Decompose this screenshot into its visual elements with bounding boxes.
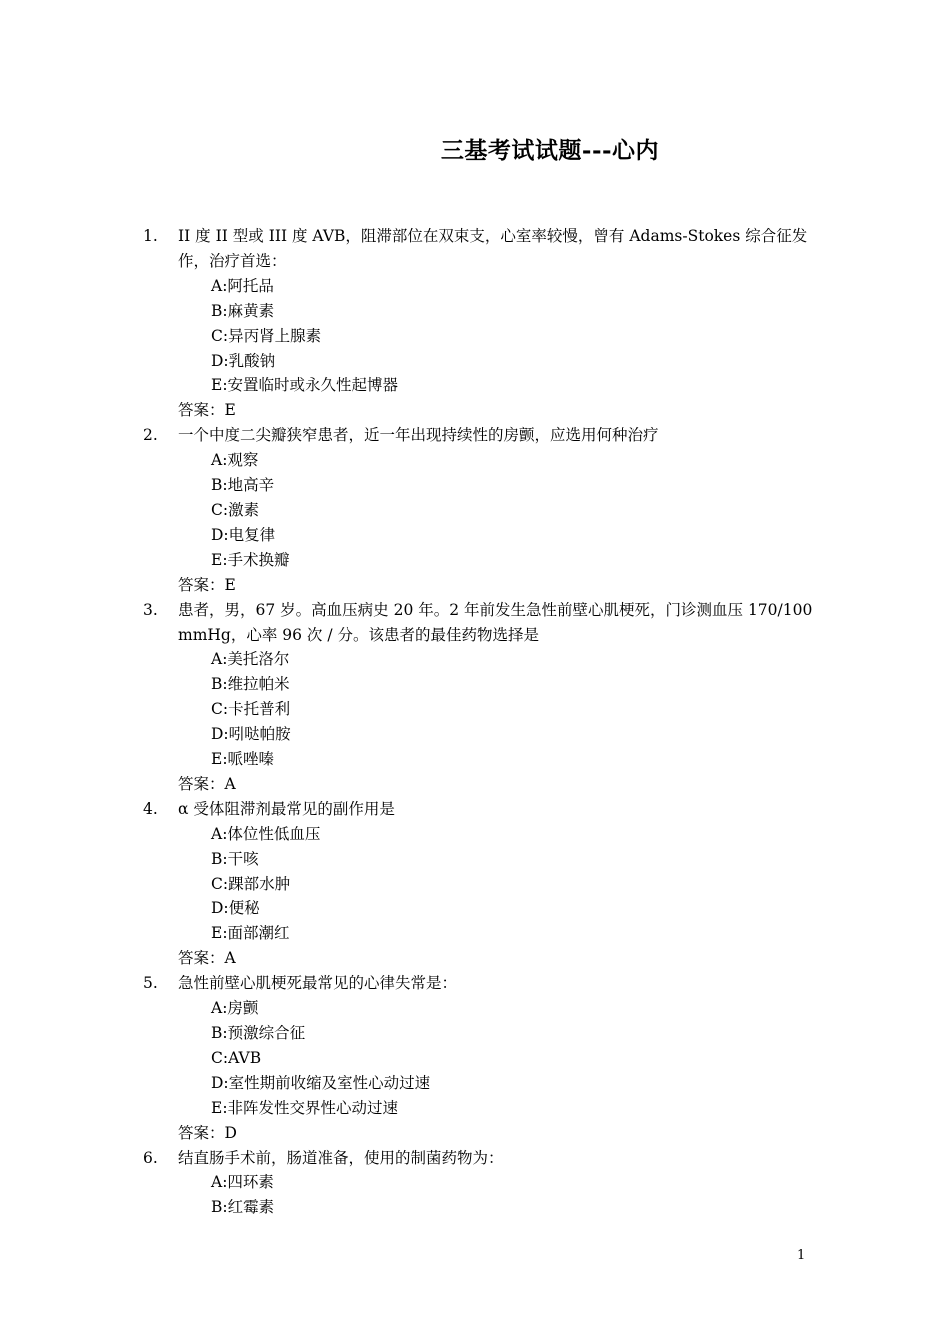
question-text: 患者，男，67 岁。高血压病史 20 年。2 年前发生急性前壁心肌梗死，门诊测血压 170/100 mmHg，心率 96 次 / 分。该患者的最佳药物选择是 (178, 600, 813, 644)
question-text: II 度 II 型或 III 度 AVB，阻滞部位在双束支，心室率较慢，曾有 Adams-Stokes 综合征发作，治疗首选： (178, 227, 808, 270)
answer-option: A:体位性低血压 (211, 824, 321, 843)
answer-option: C:激素 (211, 500, 260, 519)
question-number: 2. (143, 426, 158, 445)
question-item (143, 971, 823, 1145)
answer-option: E:哌唑嗪 (211, 750, 275, 769)
answer-option: D:吲哒帕胺 (211, 725, 291, 744)
question-number: 3. (143, 600, 158, 619)
answer-option: C:卡托普利 (211, 700, 291, 719)
answer-option: E:手术换瓣 (211, 550, 290, 569)
question-number: 6. (143, 1148, 158, 1167)
answer-option: B:干咳 (211, 849, 259, 868)
answer-key: 答案：D (178, 1123, 237, 1142)
answer-option: B:红霉素 (211, 1198, 275, 1217)
answer-option: A:四环素 (211, 1173, 274, 1192)
answer-key: 答案：E (178, 575, 236, 594)
question-number: 1. (143, 227, 158, 245)
question-item (143, 224, 823, 423)
answer-option: A:观察 (211, 451, 259, 470)
answer-option: B:维拉帕米 (211, 675, 290, 694)
question-text: 结直肠手术前，肠道准备，使用的制菌药物为： (178, 1148, 504, 1167)
question-item (143, 423, 823, 597)
answer-option: A:房颤 (211, 999, 259, 1018)
question-number: 4. (143, 799, 158, 818)
question-item (143, 598, 823, 797)
question-item (143, 1146, 823, 1221)
answer-option: E:安置临时或永久性起博器 (211, 376, 399, 395)
question-text: 急性前壁心肌梗死最常见的心律失常是： (178, 974, 458, 993)
answer-option: B:预激综合征 (211, 1024, 306, 1042)
answer-option: C:踝部水肿 (211, 874, 291, 893)
question-number: 5. (143, 974, 158, 993)
question-list (143, 224, 823, 1220)
answer-key: 答案：A (178, 774, 236, 793)
answer-key: 答案：A (178, 949, 236, 968)
question-text: 一个中度二尖瓣狭窄患者，近一年出现持续性的房颤，应选用何种治疗 (178, 426, 659, 445)
answer-option: E:面部潮红 (211, 924, 290, 943)
answer-key: 答案：E (178, 401, 236, 420)
question-item (143, 797, 823, 971)
question-text: α 受体阻滞剂最常见的副作用是 (178, 799, 395, 818)
answer-option: B:麻黄素 (211, 301, 275, 320)
answer-option: D:便秘 (211, 899, 260, 918)
answer-option: C:AVB (211, 1048, 262, 1067)
answer-option: A:美托洛尔 (211, 650, 290, 669)
answer-option: E:非阵发性交界性心动过速 (211, 1098, 399, 1117)
answer-option: D:电复律 (211, 525, 276, 544)
answer-option: B:地高辛 (211, 476, 275, 495)
document-title: 三基考试试题---心内 (440, 137, 660, 164)
page-number: 1 (797, 1248, 806, 1263)
answer-option: A:阿托品 (211, 276, 274, 295)
answer-option: C:异丙肾上腺素 (211, 326, 322, 345)
answer-option: D:乳酸钠 (211, 351, 276, 370)
answer-option: D:室性期前收缩及室性心动过速 (211, 1073, 431, 1092)
